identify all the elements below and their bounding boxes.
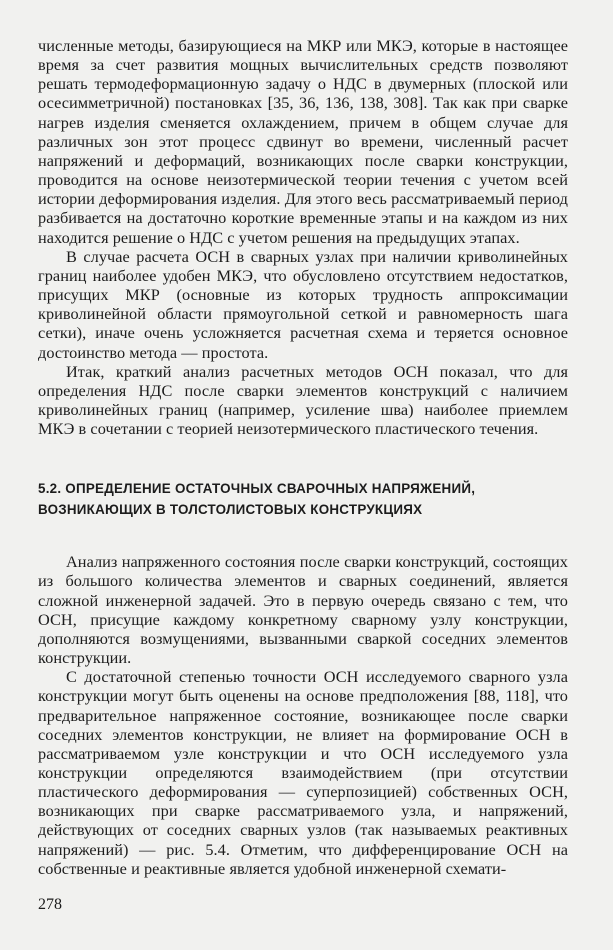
paragraph-fem-advantage: В случае расчета ОСН в сварных узлах при наличии криволинейных границ наиболее удобен МКЭ, что обусловлено отсутствием недостатков, присущих МКР (основные из которых трудность аппроксимации криволинейной области прямоугольной сеткой и равномерность шага сетки), иначе очень усложняется расчетная схема и теряется основное достоинство метода — простота. [38,246,568,362]
paragraph-stress-analysis: Анализ напряженного состояния после сварки конструкций, состоящих из большого количества элементов и сварных соединений, является сложной инженерной задачей. Это в первую очередь связано с тем, что ОСН, присущие каждому конкретному сварному узлу конструкции, дополняются возмущениями, вызванными сваркой соседних элементов конструкции. [38,552,568,668]
paragraph-continued: численные методы, базирующиеся на МКР или МКЭ, которые в настоящее время за счет развития мощных вычислительных средств позволяют решать термодеформационную задачу о НДС в двумерных (плоской или осесимметричной) постановках [35, 36, 136, 138, 308]. Так как при сварке нагрев изделия сменяется охлаждением, причем в общем случае для различных зон этот процесс сдвинут во времени, численный расчет напряжений и деформаций, возникающих после сварки конструкции, проводится на основе неизотермической теории течения с учетом всей истории деформирования изделия. Для этого весь рассматриваемый период разбивается на достаточно короткие временные этапы и на каждом из них находится решение о НДС с учетом решения на предыдущих этапах. [38,36,568,247]
section-heading: 5.2. ОПРЕДЕЛЕНИЕ ОСТАТОЧНЫХ СВАРОЧНЫХ НАПРЯЖЕНИЙ, ВОЗНИКАЮЩИХ В ТОЛСТОЛИСТОВЫХ КОНСТРУКЦИЯХ [38,481,476,517]
page-number: 278 [38,896,62,913]
book-page [38,36,568,878]
paragraph-superposition: С достаточной степенью точности ОСН исследуемого сварного узла конструкции могут быть оценены на основе предположения [88, 118], что предварительное напряженное состояние, возникающее после сварки соседних элементов конструкции, не влияет на формирование ОСН в рассматриваемом узле конструкции и что ОСН исследуемого узла конструкции определяются взаимодействием (при отсутствии пластического деформирования — суперпозицией) собственных ОСН, возникающих при сварке рассматриваемого узла, и напряжений, действующих от соседних сварных узлов (так называемых реактивных напряжений) — рис. 5.4. Отметим, что дифференцирование ОСН на собственные и реактивные является удобной инженерной схемати- [38,667,568,878]
paragraph-conclusion: Итак, краткий анализ расчетных методов ОСН показал, что для определения НДС после сварки элементов конструкций с наличием криволинейных границ (например, усиление шва) наиболее приемлем МКЭ в сочетании с теорией неизотермического пластического течения. [38,361,568,439]
heading-spacer [38,520,568,552]
